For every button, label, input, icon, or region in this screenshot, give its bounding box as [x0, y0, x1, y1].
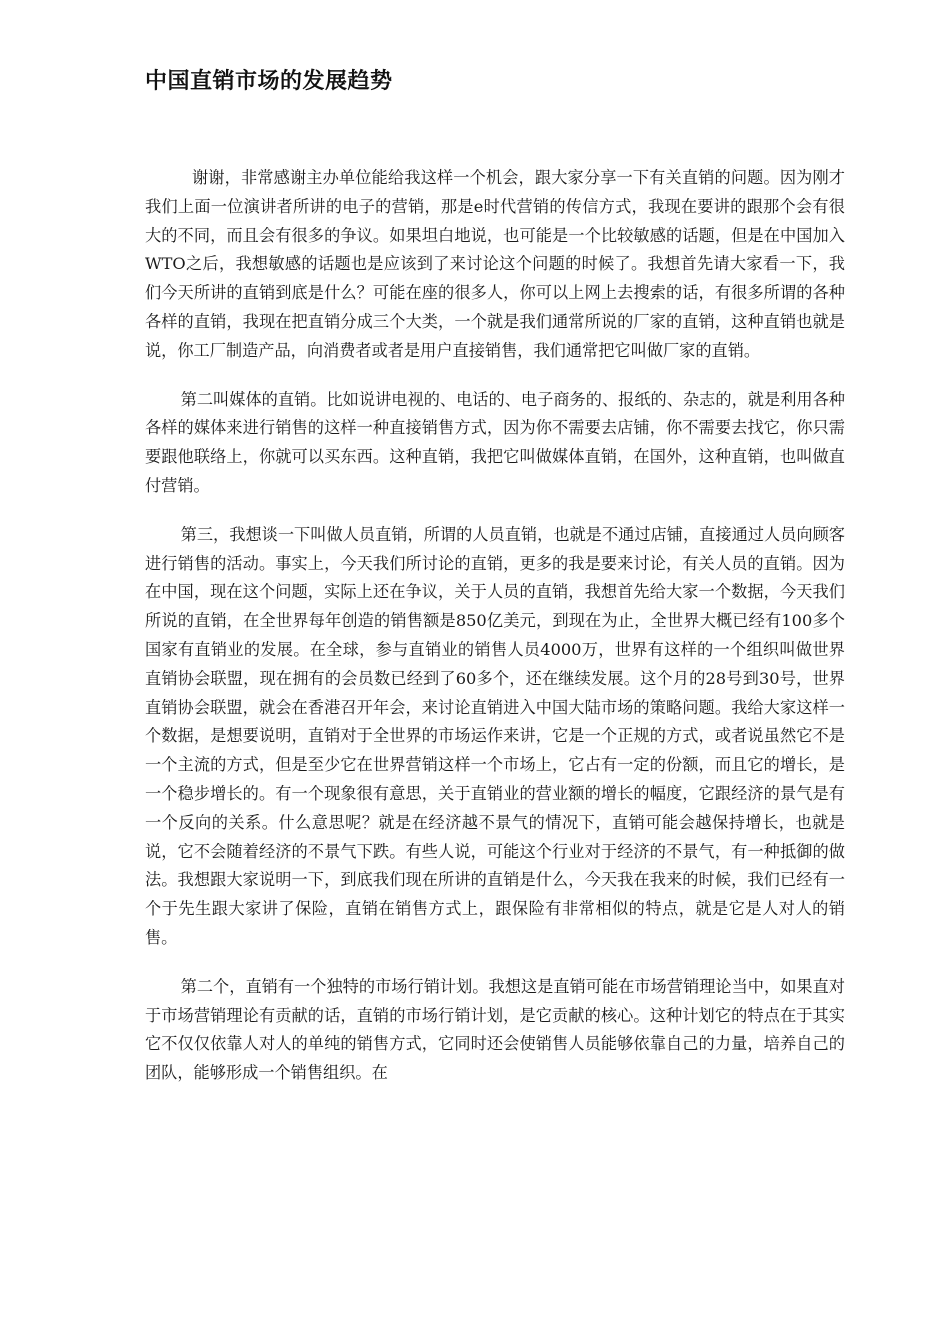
paragraph-2: 第二叫媒体的直销。比如说讲电视的、电话的、电子商务的、报纸的、杂志的，就是利用各种各样的媒体来进行销售的这样一种直接销售方式，因为你不需要去店铺，你不需要去找它，你只需要跟他联络上，你就可以买东西。这种直销，我把它叫做媒体直销，在国外，这种直销，也叫做直付营销。: [145, 389, 845, 495]
paragraph-4: 第二个，直销有一个独特的市场行销计划。我想这是直销可能在市场营销理论当中，如果直对于市场营销理论有贡献的话，直销的市场行销计划，是它贡献的核心。这种计划它的特点在于其实它不仅仅依靠人对人的单纯的销售方式，它同时还会使销售人员能够依靠自己的力量，培养自己的团队，能够形成一个销售组织。在: [145, 976, 845, 1083]
paragraph-3: 第三，我想谈一下叫做人员直销，所谓的人员直销，也就是不通过店铺，直接通过人员向顾客进行销售的活动。事实上，今天我们所讨论的直销，更多的我是要来讨论，有关人员的直销。因为在中国，现在这个问题，实际上还在争议，关于人员的直销，我想首先给大家一个数据，今天我们所说的直销，在全世界每年创造的销售额是850亿美元，到现在为止，全世界大概已经有100多个国家有直销业的发展。在全球，参与直销业的销售人员4000万，世界有这样的一个组织叫做世界直销协会联盟，现在拥有的会员数已经到了60多个，还在继续发展。这个月的28号到30号，世界直销协会联盟，就会在香港召开年会，来讨论直销进入中国大陆市场的策略问题。我给大家这样一个数据，是想要说明，直销对于全世界的市场运作来讲，它是一个正规的方式，或者说虽然它不是一个主流的方式，但是至少它在世界营销这样一个市场上，它占有一定的份额，而且它的增长，是一个稳步增长的。有一个现象很有意思，关于直销业的营业额的增长的幅度，它跟经济的景气是有一个反向的关系。什么意思呢？就是在经济越不景气的情况下，直销可能会越保持增长，也就是说，它不会随着经济的不景气下跌。有些人说，可能这个行业对于经济的不景气，有一种抵御的做法。我想跟大家说明一下，到底我们现在所讲的直销是什么，今天我在我来的时候，我们已经有一个于先生跟大家讲了保险，直销在销售方式上，跟保险有非常相似的特点，就是它是人对人的销售。: [145, 524, 845, 947]
paragraph-1: 谢谢，非常感谢主办单位能给我这样一个机会，跟大家分享一下有关直销的问题。因为刚才我们上面一位演讲者所讲的电子的营销，那是e时代营销的传信方式，我现在要讲的跟那个会有很大的不同，而且会有很多的争议。如果坦白地说，也可能是一个比较敏感的话题，但是在中国加入WTO之后，我想敏感的话题也是应该到了来讨论这个问题的时候了。我想首先请大家看一下，我们今天所讲的直销到底是什么？可能在座的很多人，你可以上网上去搜索的话，有很多所谓的各种各样的直销，我现在把直销分成三个大类，一个就是我们通常所说的厂家的直销，这种直销也就是说，你工厂制造产品，向消费者或者是用户直接销售，我们通常把它叫做厂家的直销。: [145, 168, 845, 360]
document-body: [145, 164, 845, 1108]
document-title: 中国直销市场的发展趋势: [145, 69, 393, 94]
